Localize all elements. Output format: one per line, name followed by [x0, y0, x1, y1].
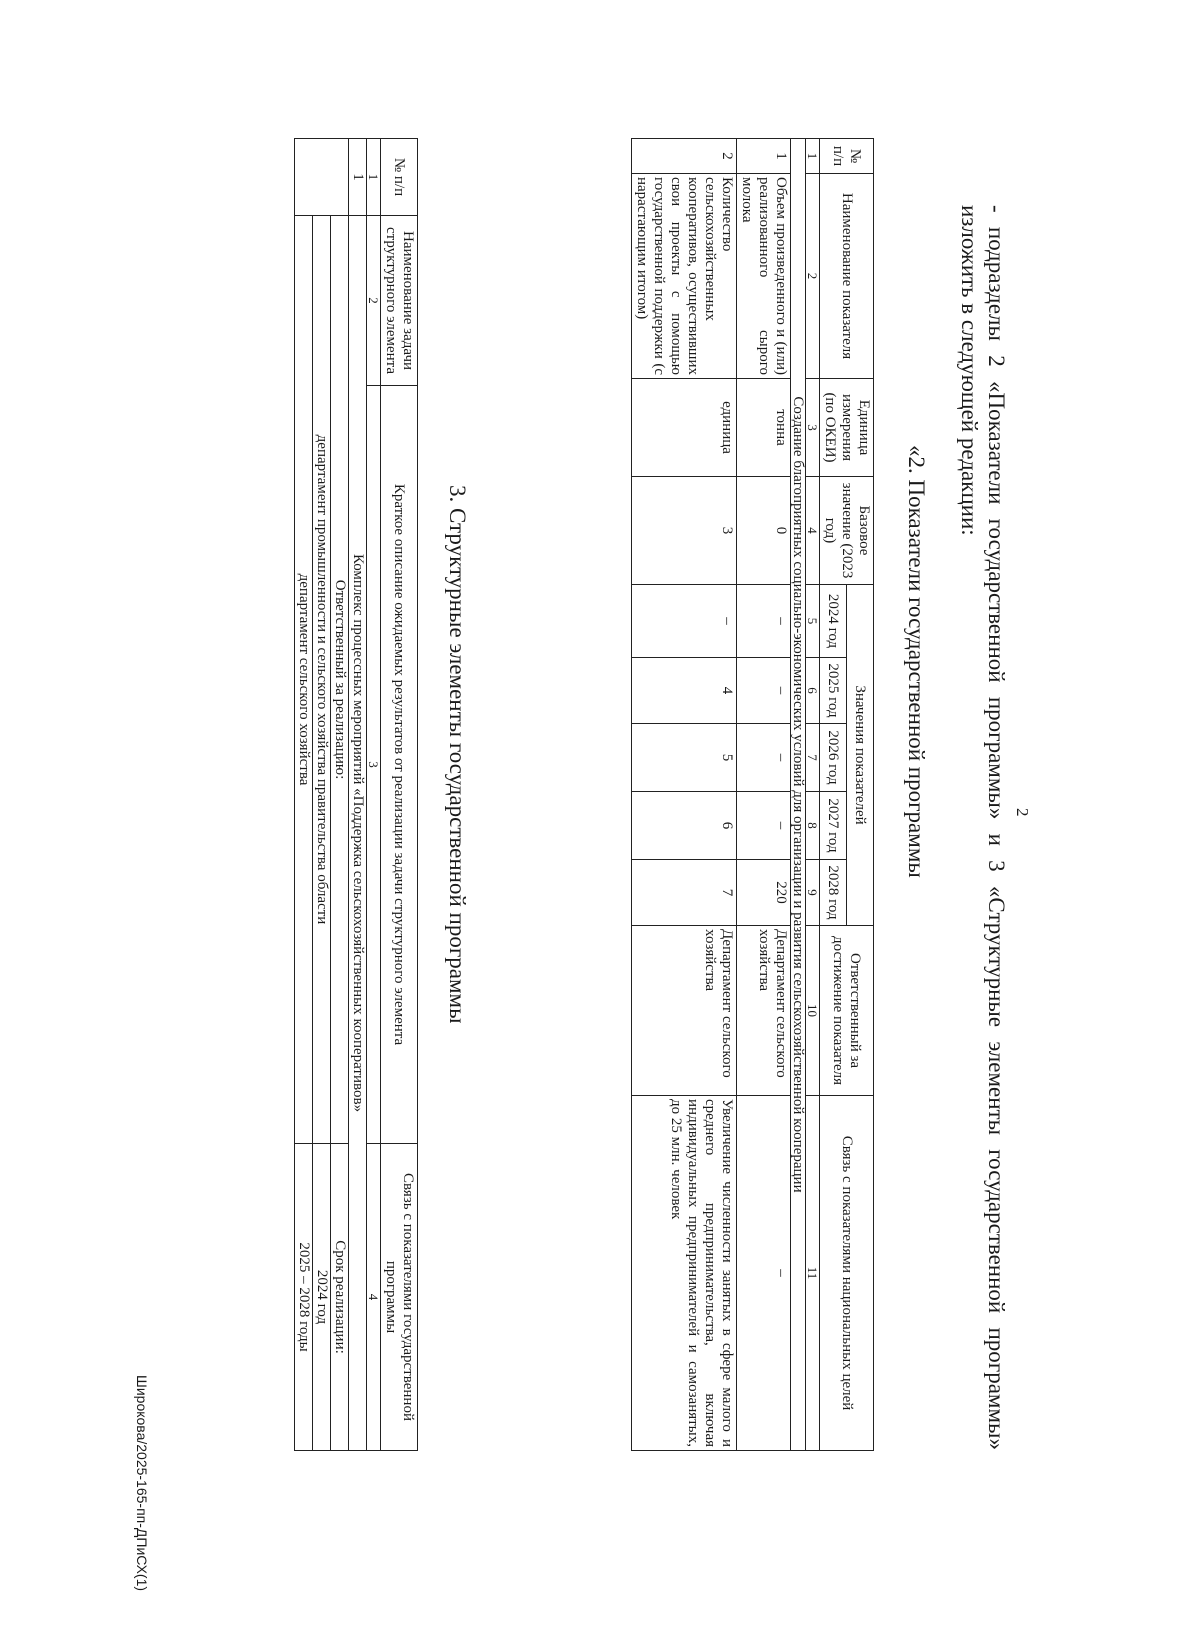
year-value: – — [737, 724, 791, 792]
column-number: 3 — [367, 386, 381, 1144]
indicator-name: Объем произведенного и (или) реализованного сырого молока — [737, 174, 791, 379]
column-number: 4 — [367, 1144, 381, 1451]
year-value: 5 — [632, 724, 737, 792]
column-number: 10 — [806, 926, 820, 1096]
responsible: Департамент сельского хозяйства — [632, 926, 737, 1096]
header-num: № п/п — [381, 139, 418, 216]
column-number: 5 — [806, 585, 820, 658]
base-value: 3 — [632, 477, 737, 585]
column-number: 3 — [806, 379, 820, 477]
table-section-row — [791, 139, 806, 1451]
table-row — [632, 139, 737, 1451]
header-program-link: Связь с показателями государственной программы — [381, 1144, 418, 1451]
column-number: 4 — [806, 477, 820, 585]
section-title: Создание благоприятных социально-экономических условий для организации и развития сельскохозяйственной кооперации — [791, 139, 806, 1451]
header-year: 2028 год — [820, 860, 847, 926]
header-task-name: Наименование задачи структурного элемента — [381, 216, 418, 386]
year-value: 4 — [632, 658, 737, 724]
labels-row — [331, 139, 349, 1451]
term-label: Срок реализации: — [331, 1144, 349, 1451]
intro-paragraph: - подразделы 2 «Показатели государственной программы» и 3 «Структурные элементы государственной программы» изложить в следующей редакции: — [957, 205, 1009, 1450]
column-number-row — [367, 139, 381, 1451]
column-number: 6 — [806, 658, 820, 724]
responsible: Департамент сельского хозяйства — [737, 926, 791, 1096]
indicator-name: Количество сельскохозяйственных кооперативов, осуществивших свои проекты с помощью государственной поддержки (с нарастающим итогом) — [632, 174, 737, 379]
column-number: 1 — [806, 139, 820, 174]
table-row — [737, 139, 791, 1451]
indicators-table — [631, 138, 874, 1451]
unit: единица — [632, 379, 737, 477]
complex-row — [349, 139, 367, 1451]
header-national-goals-link: Связь с показателями национальных целей — [820, 1096, 874, 1451]
column-number: 8 — [806, 792, 820, 860]
column-number-row — [806, 139, 820, 1451]
header-year: 2025 год — [820, 658, 847, 724]
section-3-heading: 3. Структурные элементы государственной программы — [445, 485, 470, 1024]
complex-title: Комплекс процессных мероприятий «Поддержка сельскохозяйственных кооперативов» — [349, 216, 367, 1451]
responsible-name: департамент сельского хозяйства — [295, 216, 313, 1144]
empty-cell — [295, 139, 349, 216]
header-values-group: Значения показателей — [847, 585, 874, 926]
year-value: 7 — [632, 860, 737, 926]
column-number: 9 — [806, 860, 820, 926]
responsible-name: департамент промышленности и сельского хозяйства правительства области — [313, 216, 331, 1144]
column-number: 2 — [367, 216, 381, 386]
header-indicator-name: Наименование показателя — [820, 174, 874, 379]
column-number: 1 — [367, 139, 381, 216]
header-responsible: Ответственный за достижение показателя — [820, 926, 874, 1096]
column-number: 2 — [806, 174, 820, 379]
complex-num: 1 — [349, 139, 367, 216]
year-value: – — [737, 792, 791, 860]
column-number: 11 — [806, 1096, 820, 1451]
header-year: 2024 год — [820, 585, 847, 658]
row-num: 1 — [737, 139, 791, 174]
column-number: 7 — [806, 724, 820, 792]
row-num: 2 — [632, 139, 737, 174]
table-row — [313, 139, 331, 1451]
header-year: 2026 год — [820, 724, 847, 792]
header-num: № п/п — [820, 139, 874, 174]
header-description: Краткое описание ожидаемых результатов от реализации задачи структурного элемента — [381, 386, 418, 1144]
table-row — [295, 139, 313, 1451]
unit: тонна — [737, 379, 791, 477]
term-value: 2024 год — [313, 1144, 331, 1451]
national-goal-link: Увеличение численности занятых в сфере малого и среднего предпринимательства, включая индивидуальных предпринимателей и самозанятых, до 25 млн. человек — [632, 1096, 737, 1451]
year-value: – — [737, 658, 791, 724]
year-value: – — [737, 585, 791, 658]
year-value: 220 — [737, 860, 791, 926]
base-value: 0 — [737, 477, 791, 585]
page-number: 2 — [1013, 808, 1032, 817]
national-goal-link: – — [737, 1096, 791, 1451]
header-unit: Единица измерения (по ОКЕИ) — [820, 379, 874, 477]
year-value: – — [632, 585, 737, 658]
term-value: 2025 – 2028 годы — [295, 1144, 313, 1451]
document-reference: Широкова/2025-165-пп-ДПиСХ(1) — [134, 1375, 150, 1592]
header-year: 2027 год — [820, 792, 847, 860]
header-base-value: Базовое значение (2023 год) — [820, 477, 874, 585]
structure-table — [294, 138, 418, 1451]
year-value: 6 — [632, 792, 737, 860]
section-2-heading: «2. Показатели государственной программы — [904, 445, 929, 878]
responsible-label: Ответственный за реализацию: — [331, 216, 349, 1144]
